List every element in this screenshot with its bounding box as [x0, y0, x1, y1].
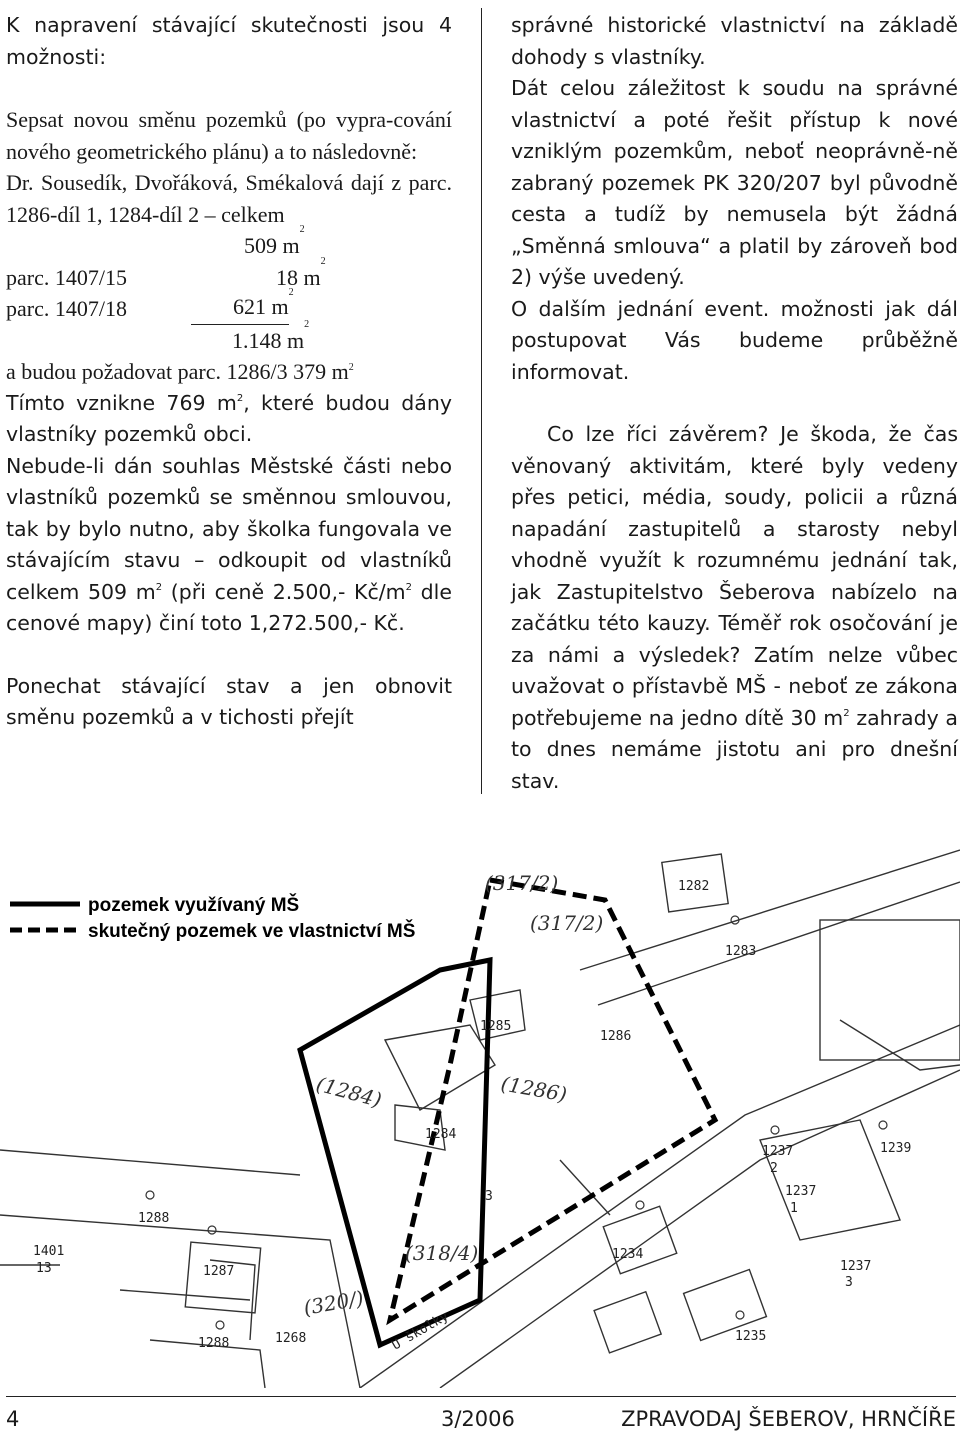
marker: [636, 1201, 644, 1209]
marker: [771, 1126, 779, 1134]
publication-name: ZPRAVODAJ ŠEBEROV, HRNČÍŘE: [621, 1407, 956, 1431]
parcel-label: 2: [770, 1161, 778, 1176]
parcel-boundary: [120, 1290, 250, 1300]
parcel-label: 13: [36, 1261, 52, 1276]
conclusion-text: Co lze říci závěrem? Je škoda, že čas věnovaný aktivitám, které byly vedeny přes petici, média, soudy, policii a různá napadání zastupitelů a starosty nebyl vhodně využít k rozumnému jednání tak, jak Zastupitelstvo Šeberova nabízelo na začátku této kauzy. Téměř rok osočování je za námi a výsledek? Zatím nelze vůbec uvažovat o přístavbě MŠ - neboť ze zákona potřebujeme na jedno dítě 30 $m^2$ zahrady a to dnes nemáme jistotu ani pro dnešní stav.: [511, 422, 958, 793]
cadastral-map: [0, 820, 960, 1388]
marker: [736, 1311, 744, 1319]
total-row: 1.148 m 2: [6, 325, 452, 357]
legend-solid-label: pozemek využívaný MŠ: [88, 895, 300, 916]
parcel-label: 1401: [33, 1244, 65, 1259]
historical-label: (1284): [313, 1071, 385, 1113]
parcel-label: 1234: [612, 1247, 644, 1262]
parcel-label: 1268: [275, 1331, 307, 1346]
column-divider: [481, 8, 482, 794]
historical-label: (318/4): [405, 1241, 479, 1265]
parcel-boundary: [840, 1020, 960, 1070]
option1-text-a: Sepsat novou směnu pozemků (po vypra-cování nového geometrického plánu) a to následovně:: [6, 107, 452, 164]
request-text: a budou požadovat parc. 1286/3 379 $m^2$: [6, 359, 354, 384]
parcel-label: 1283: [725, 944, 757, 959]
page-footer: [6, 1396, 956, 1431]
parcel-labels: [33, 879, 911, 1353]
issue-number: 3/2006: [441, 1407, 515, 1431]
parcel-2-area: 18 m: [276, 264, 321, 290]
parcel-3-area: 621 m: [191, 293, 289, 325]
historical-label: (317/2): [530, 911, 604, 935]
right-column: [511, 10, 958, 797]
historical-label: (320/): [301, 1285, 366, 1320]
parcel-label: 1285: [480, 1019, 512, 1034]
parcel-label: 1235: [735, 1329, 767, 1344]
option4-text: Dát celou záležitost k soudu na správné vlastnictví a poté řešit přístup k nové vzniklým pozemkům, neboť neoprávně-ně zabraný pozemek PK 320/207 byl původně cesta a tudíž by nemusela být žádná „Směnná smlouva“ a platil by zároveň bod 2) výše uvedený.: [511, 76, 958, 289]
parcel-boundary: [760, 1120, 900, 1240]
parcel-label: 1284: [425, 1127, 457, 1142]
left-column: [6, 10, 452, 734]
option3-text: Ponechat stávající stav a jen obnovit směnu pozemků a v tichosti přejít: [6, 673, 452, 729]
parcel-label: 1288: [138, 1211, 170, 1226]
total-area: 1.148 m: [232, 327, 305, 353]
parcel-2-label: parc. 1407/15: [6, 264, 127, 290]
marker: [216, 1321, 224, 1329]
map-markers: [146, 916, 887, 1329]
marker: [146, 1191, 154, 1199]
option2-text: Nebude-li dán souhlas Městské části nebo vlastníků pozemků se směnnou smlouvou, tak by bylo nutno, aby školka fungovala ve stávajícím stavu – odkoupit od vlastníků celkem 509 $m^2$ (při ceně 2.500,- $Kč/m^2$ dle cenové mapy) činí toto 1,272.500,- Kč.: [6, 453, 452, 635]
parcel-label: 1288: [198, 1336, 230, 1351]
marker: [208, 1226, 216, 1234]
street-label: U školky: [389, 1309, 452, 1354]
parcel-row-2: parc. 1407/15 18 m 2: [6, 262, 452, 294]
further-info-text: O dalším jednání event. možnosti jak dál postupovat Vás budeme průběžně informovat.: [511, 296, 958, 384]
parcel-label: 1239: [880, 1141, 912, 1156]
parcel-label: 1: [790, 1201, 798, 1216]
area-1: 509 m: [244, 233, 300, 258]
historical-label: (1286): [499, 1071, 569, 1107]
road-edge: [598, 882, 960, 1005]
parcel-boundary: [0, 1150, 300, 1175]
building: [594, 1292, 661, 1353]
parcel-label: 3: [485, 1189, 493, 1204]
legend-dashed-label: skutečný pozemek ve vlastnictví MŠ: [88, 921, 416, 942]
parcel-label: 1237: [785, 1184, 817, 1199]
result-text: Tímto vznikne 769 $m^2$, které budou dány vlastníky pozemků obci.: [6, 390, 452, 446]
road-edge: [580, 850, 960, 970]
parcel-label: 1237: [762, 1144, 794, 1159]
building: [820, 920, 960, 1060]
page-number: 4: [6, 1407, 20, 1431]
parcel-label: 3: [845, 1275, 853, 1290]
parcel-3-label: parc. 1407/18: [6, 296, 127, 321]
intro-text: K napravení stávající skutečnosti jsou 4 možnosti:: [6, 13, 452, 69]
option1-text-b: Dr. Sousedík, Dvořáková, Smékalová dají z parc. 1286-díl 1, 1284-díl 2 – celkem: [6, 170, 452, 227]
marker: [879, 1121, 887, 1129]
parcel-label: 1282: [678, 879, 710, 894]
parcel-row-3: parc. 1407/18 621 m 2: [6, 293, 452, 325]
parcel-label: 1286: [600, 1029, 632, 1044]
parcel-label: 1237: [840, 1259, 872, 1274]
area-row-1: 509 m 2: [6, 230, 452, 262]
option3-continued: správné historické vlastnictví na základě dohody s vlastníky.: [511, 13, 958, 69]
parcel-label: 1287: [203, 1264, 235, 1279]
map-legend: [10, 894, 415, 942]
historical-label: (317/2): [485, 871, 559, 895]
